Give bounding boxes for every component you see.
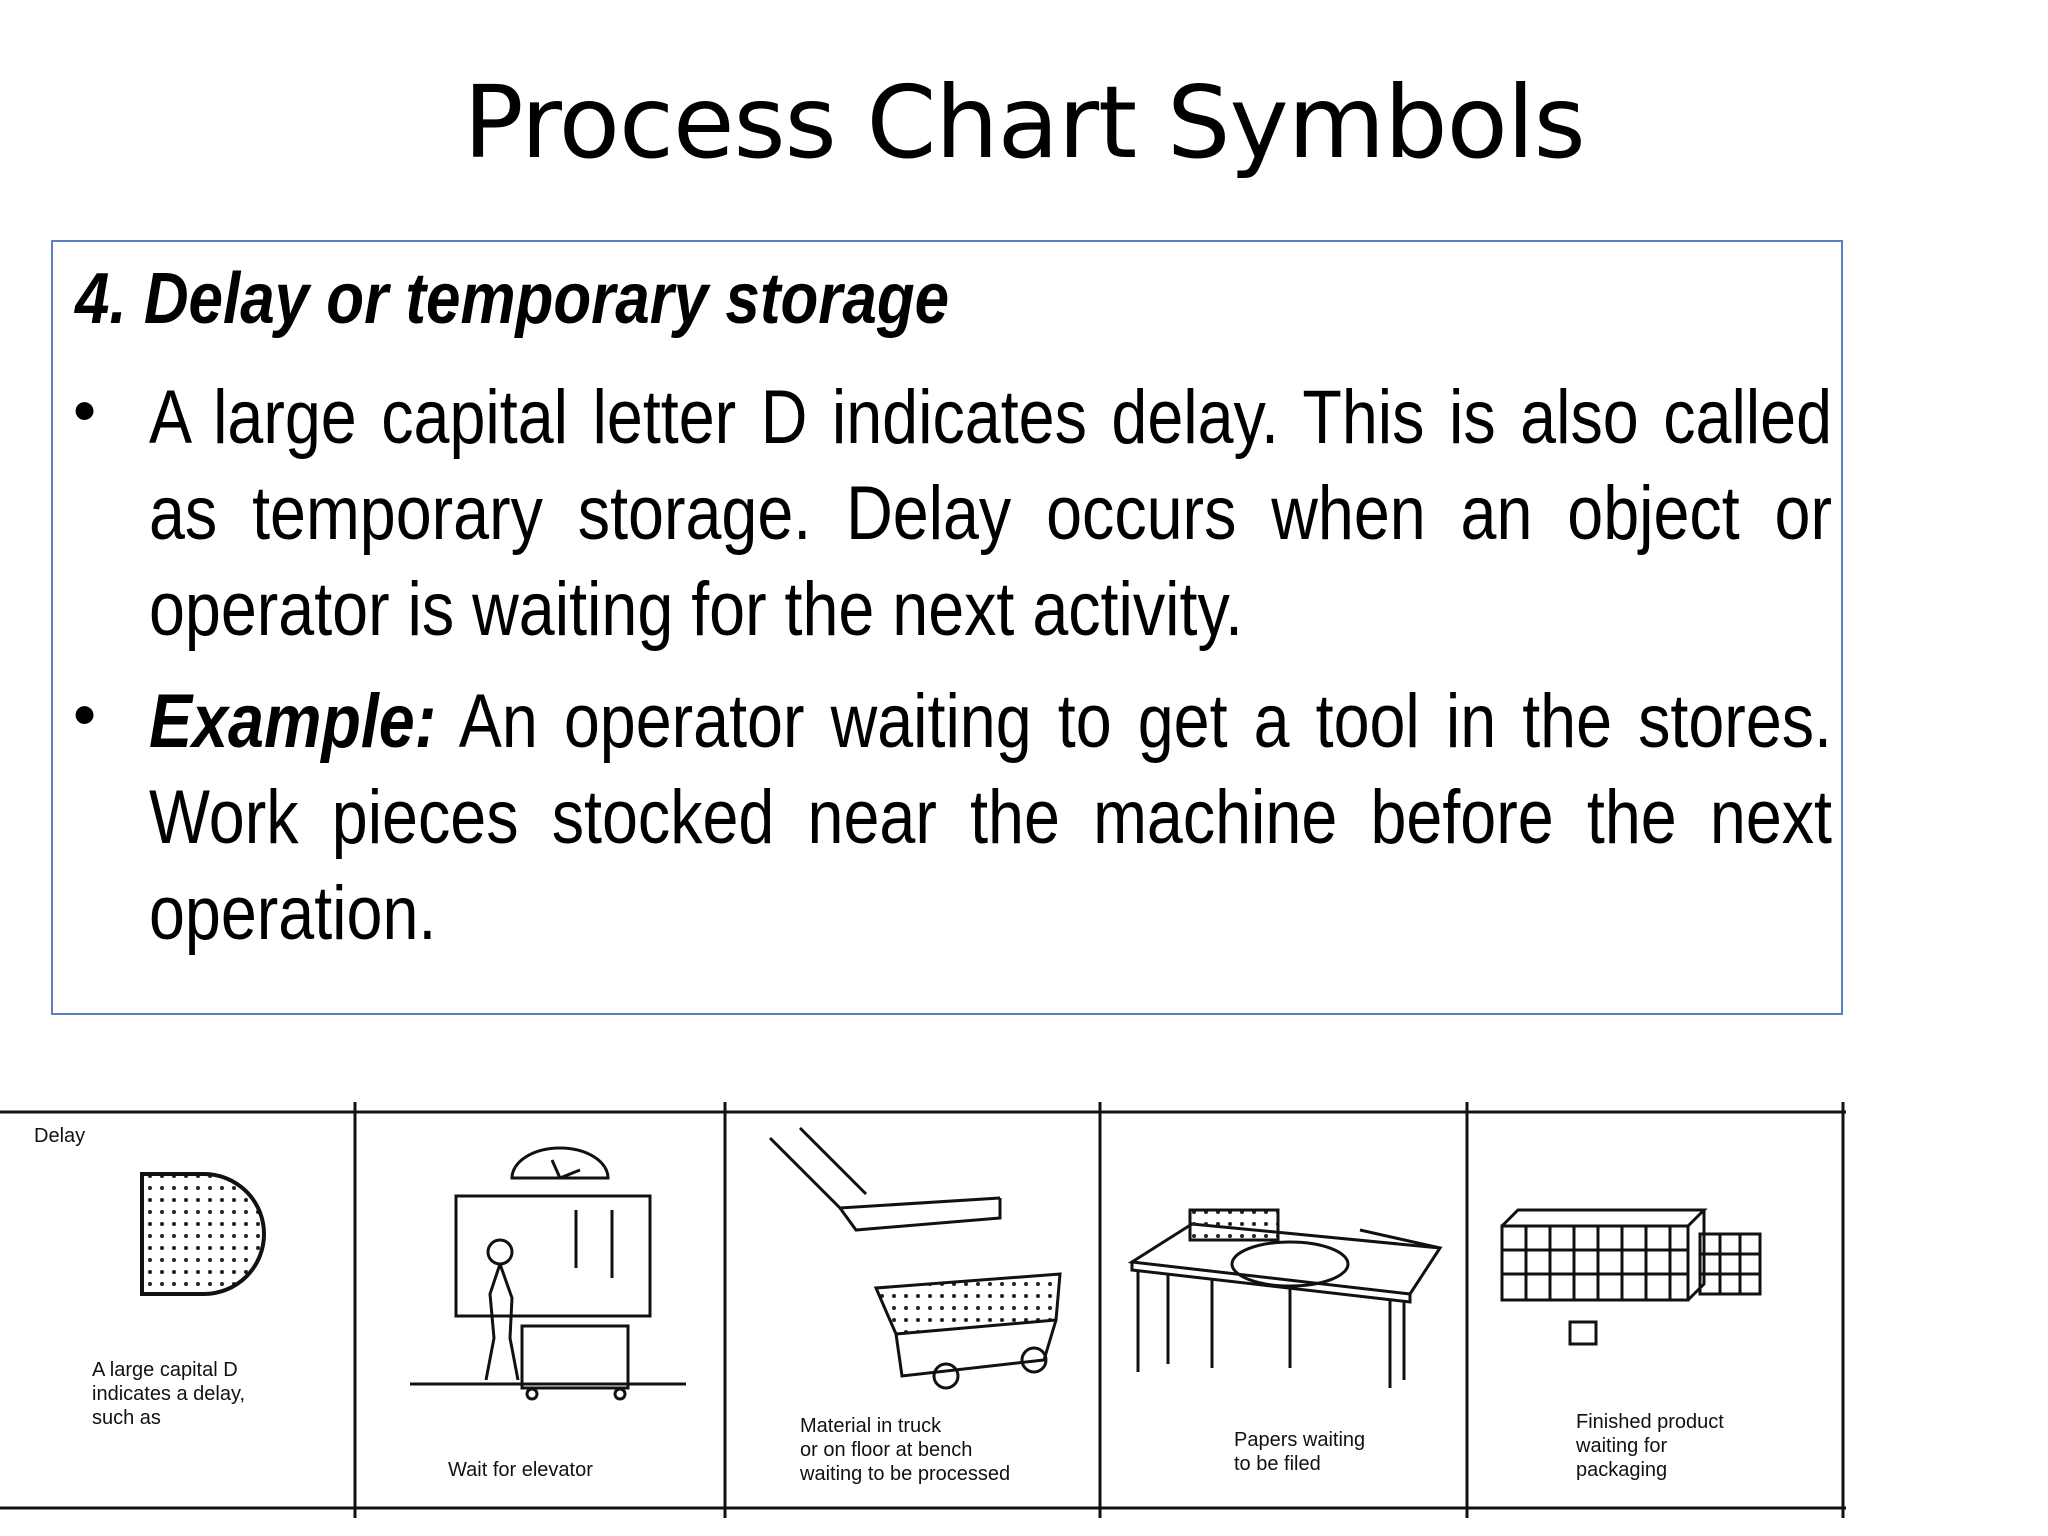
svg-text:Material in truck or on <box>799 1415 1010 1485</box>
caption-line: Wait for elevator <box>448 1459 593 1481</box>
delay-illustration-svg <box>0 1098 1846 1530</box>
desk-papers-drawing <box>1132 1210 1440 1388</box>
caption-line: Papers waiting <box>1234 1429 1366 1451</box>
svg-text:Papers waiting to be fil <box>1234 1429 1371 1475</box>
svg-text:A large capital D indica <box>92 1359 251 1429</box>
bullet-marker: • <box>73 677 97 751</box>
example-lead: Example: <box>149 679 437 764</box>
caption-line: indicates a delay, <box>92 1383 246 1405</box>
caption-line: Finished product <box>1576 1411 1724 1433</box>
bullet-example-text: An operator waiting to get a tool in the stores. Work pieces stocked near the machine before the next operation. <box>149 679 1832 956</box>
elevator-drawing <box>410 1148 686 1399</box>
delay-illustration-strip <box>0 1098 1846 1530</box>
caption-line: to be filed <box>1234 1453 1321 1475</box>
delay-label: Delay <box>34 1125 86 1147</box>
caption-line: A large capital D <box>92 1359 238 1381</box>
caption-line: such as <box>92 1407 161 1429</box>
stacked-boxes-drawing <box>1502 1210 1760 1344</box>
bench-truck-drawing <box>770 1128 1060 1388</box>
caption-line: packaging <box>1576 1459 1668 1481</box>
bullet-marker: • <box>73 373 97 447</box>
slide-title: Process Chart Symbols <box>463 64 1585 181</box>
caption-line: waiting for <box>1576 1435 1668 1457</box>
content-box <box>51 240 1843 1015</box>
bullet-example <box>149 674 1832 962</box>
caption-line: or on floor at bench <box>800 1439 973 1461</box>
svg-text:Finished product waiting <box>1575 1411 1729 1481</box>
bullet-definition-text: A large capital letter D indicates delay. This is also called as temporary storage. Delay occurs when an object or operator is waiting for the next activity. <box>149 375 1832 652</box>
delay-d-symbol <box>142 1174 264 1294</box>
caption-line: waiting to be processed <box>800 1463 1011 1485</box>
section-heading: 4. Delay or temporary storage <box>75 259 950 339</box>
bullet-definition <box>149 370 1832 658</box>
caption-line: Material in truck <box>800 1415 942 1437</box>
